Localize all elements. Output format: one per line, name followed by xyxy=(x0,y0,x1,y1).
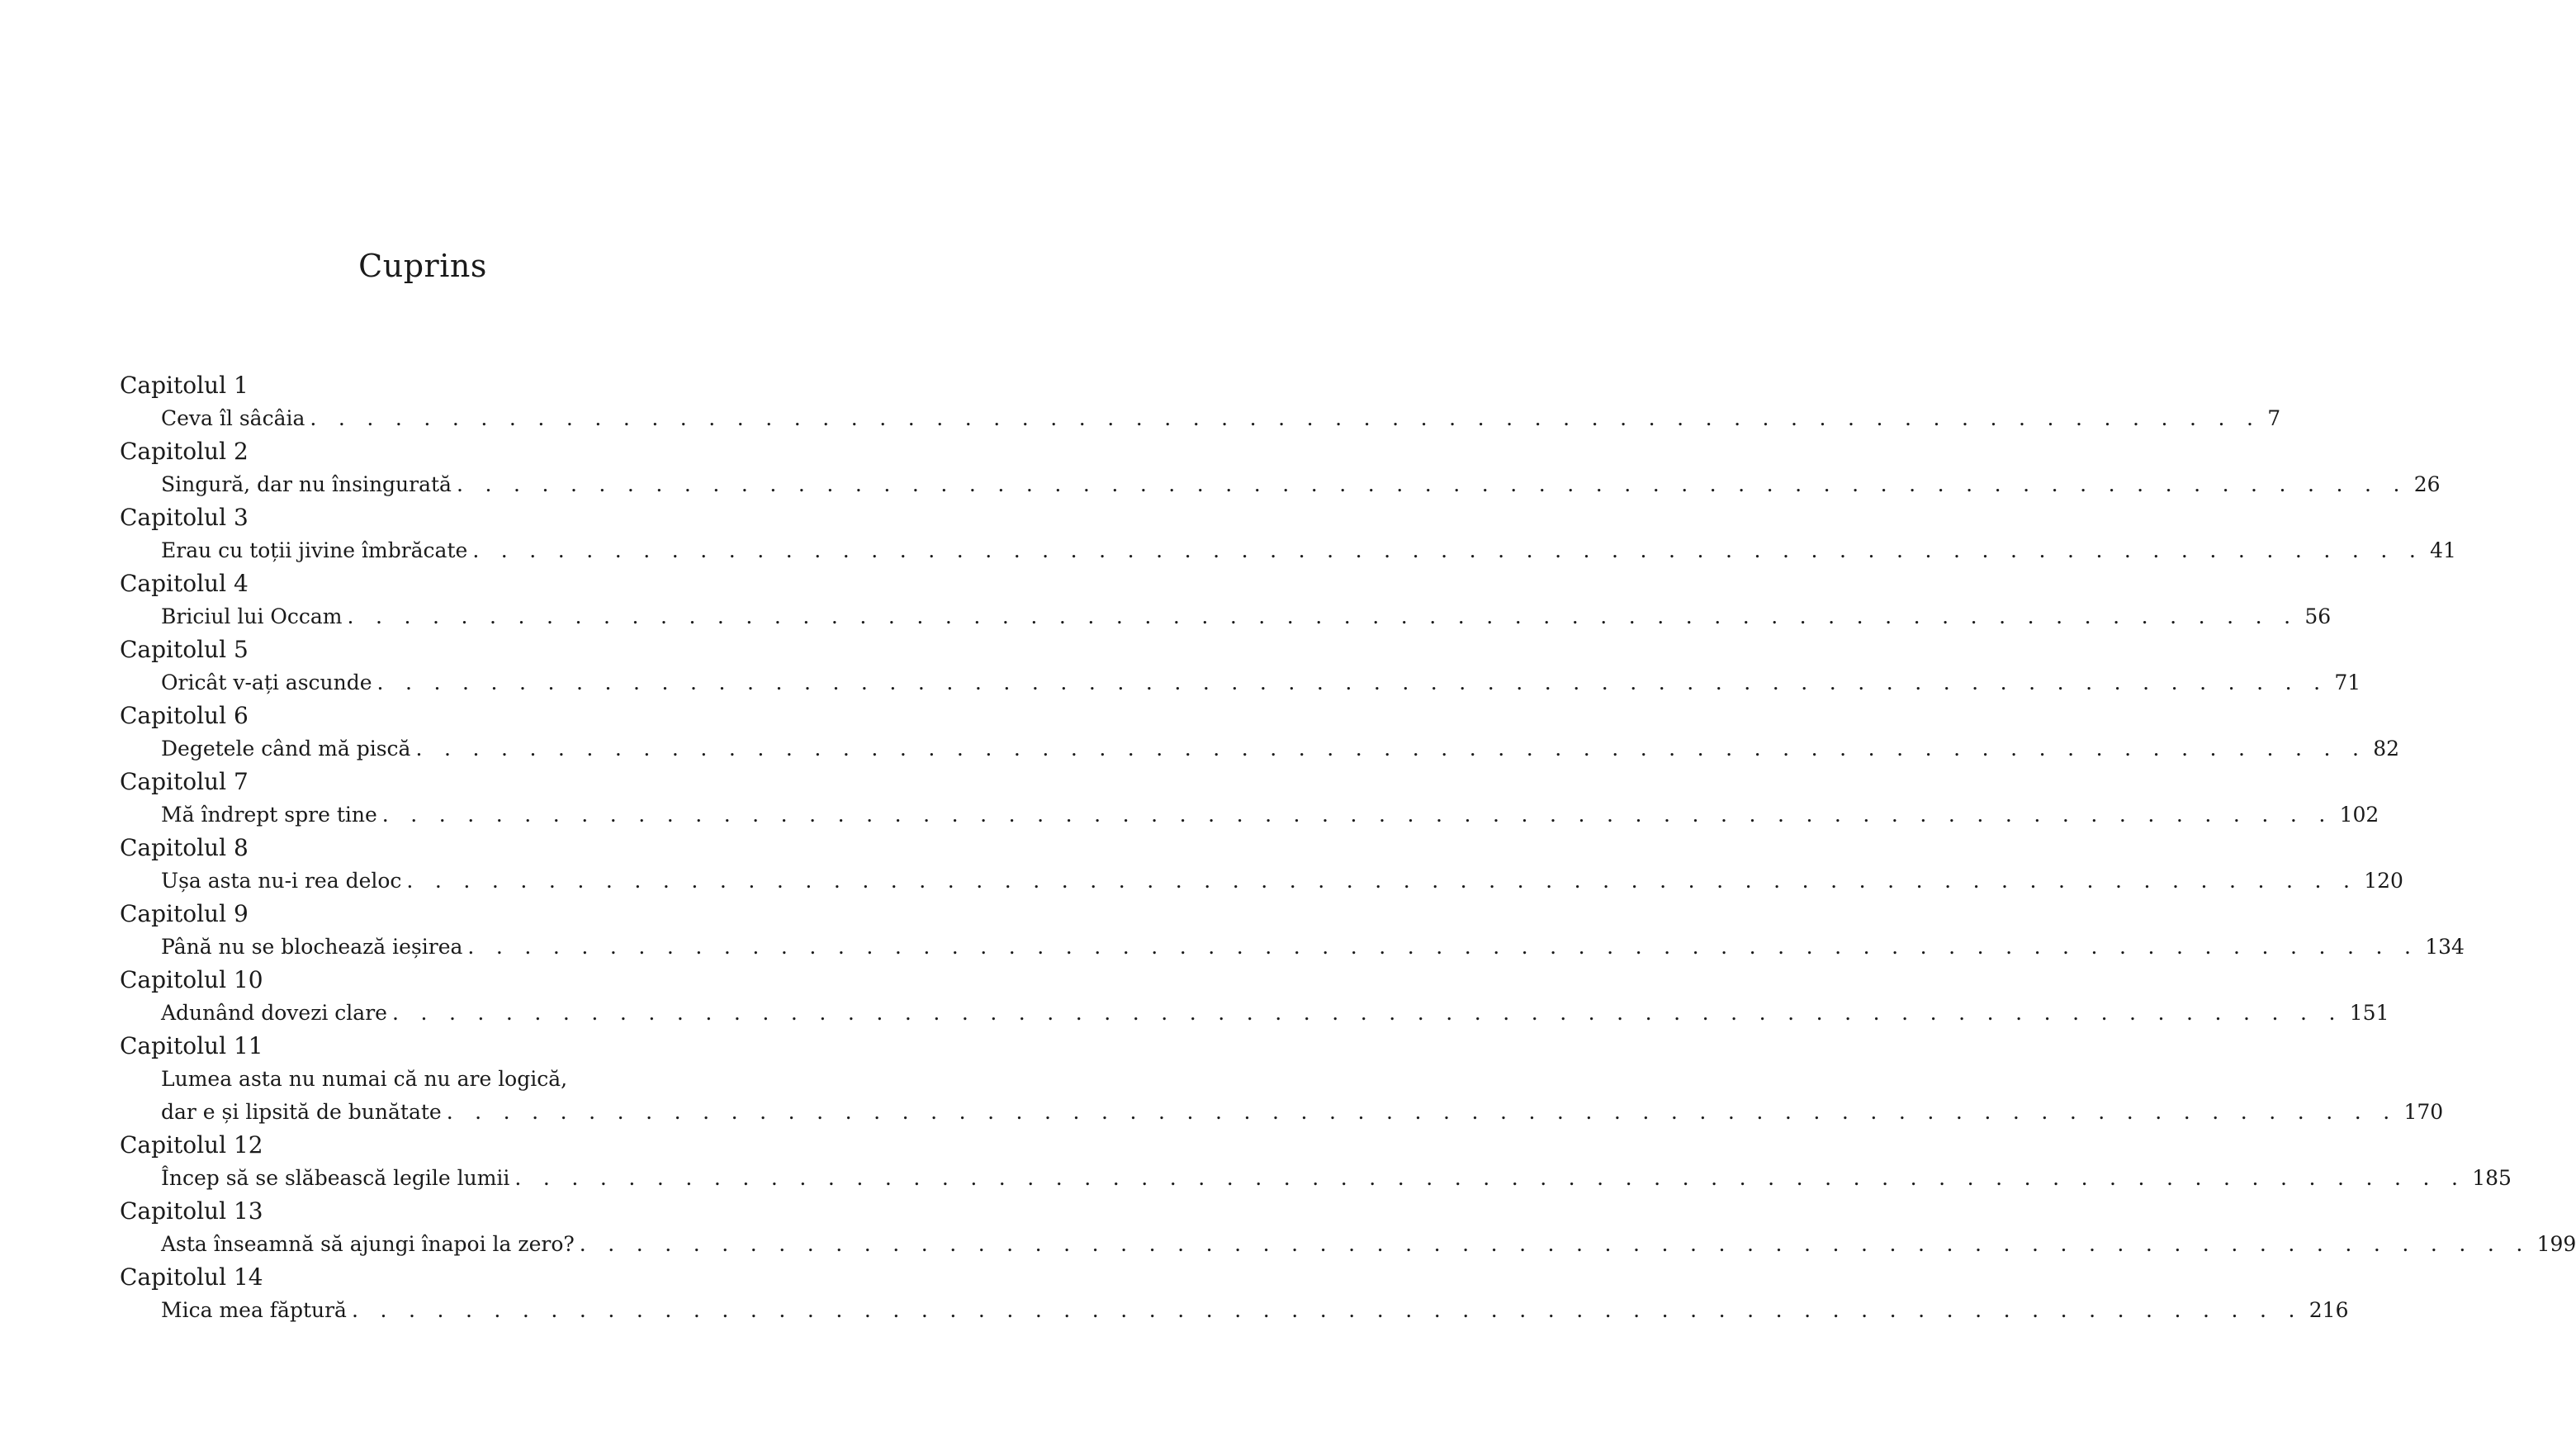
chapter-title: Degetele când mă piscă xyxy=(161,737,411,761)
toc-entry-1 xyxy=(120,369,2281,435)
page-number: 216 xyxy=(2308,1298,2349,1322)
dot-leader: . . . . . . . . . . . . . . . . . . . . . . . . . . . . . . . . . . . . . . . . . . . . . . . . . . . . . . . . . . . . . . . . . . . . . xyxy=(406,869,2358,893)
chapter-title: Mica mea făptură xyxy=(161,1298,347,1322)
dot-leader: . . . . . . . . . . . . . . . . . . . . . . . . . . . . . . . . . . . . . . . . . . . . . . . . . . . . . . . . . . . . . . . . . . . . . xyxy=(381,803,2333,827)
table-of-contents xyxy=(120,369,2576,1327)
chapter-title-row xyxy=(120,666,2361,699)
chapter-title: Mă îndrept spre tine xyxy=(161,803,377,827)
chapter-title-row xyxy=(120,1096,2444,1129)
page-title: Cuprins xyxy=(358,248,487,284)
toc-entry-14 xyxy=(120,1261,2349,1327)
toc-entry-4 xyxy=(120,567,2332,633)
page-number: 120 xyxy=(2364,869,2403,893)
toc-entry-8 xyxy=(120,832,2403,898)
page-number: 56 xyxy=(2304,604,2332,628)
chapter-title: Ușa asta nu-i rea deloc xyxy=(161,869,402,893)
chapter-title-row xyxy=(120,600,2332,633)
chapter-title-row xyxy=(120,799,2379,832)
toc-entry-3 xyxy=(120,501,2456,567)
chapter-title-row xyxy=(120,997,2389,1030)
chapter-label: Capitolul 1 xyxy=(120,372,249,399)
dot-leader: . . . . . . . . . . . . . . . . . . . . . . . . . . . . . . . . . . . . . . . . . . . . . . . . . . . . . . . . . . . . . . . . . . . . . xyxy=(415,737,2367,761)
chapter-title-row xyxy=(120,534,2456,567)
chapter-title: dar e și lipsită de bunătate xyxy=(161,1100,442,1124)
page-number: 185 xyxy=(2472,1166,2512,1190)
chapter-label: Capitolul 9 xyxy=(120,900,249,927)
chapter-label: Capitolul 12 xyxy=(120,1131,263,1159)
chapter-label: Capitolul 2 xyxy=(120,438,249,465)
toc-entry-13 xyxy=(120,1195,2576,1261)
chapter-label: Capitolul 7 xyxy=(120,768,249,795)
dot-leader: . . . . . . . . . . . . . . . . . . . . . . . . . . . . . . . . . . . . . . . . . . . . . . . . . . . . . . . . . . . . . . . . . . . . . xyxy=(456,472,2408,496)
dot-leader: . . . . . . . . . . . . . . . . . . . . . . . . . . . . . . . . . . . . . . . . . . . . . . . . . . . . . . . . . . . . . . . . . . . . . xyxy=(347,604,2299,628)
page-number: 199 xyxy=(2536,1232,2576,1256)
chapter-title-row xyxy=(120,931,2465,964)
chapter-label: Capitolul 6 xyxy=(120,702,249,729)
page-number: 170 xyxy=(2403,1100,2444,1124)
toc-entry-11 xyxy=(120,1030,2444,1129)
chapter-title: Adunând dovezi clare xyxy=(161,1001,387,1025)
chapter-title-row xyxy=(120,468,2441,501)
chapter-label: Capitolul 8 xyxy=(120,834,249,861)
toc-entry-12 xyxy=(120,1129,2512,1195)
chapter-title: Singură, dar nu însingurată xyxy=(161,472,452,496)
chapter-title-row xyxy=(120,402,2281,435)
dot-leader: . . . . . . . . . . . . . . . . . . . . . . . . . . . . . . . . . . . . . . . . . . . . . . . . . . . . . . . . . . . . . . . . . . . . . xyxy=(472,538,2424,562)
page-number: 82 xyxy=(2373,737,2400,761)
toc-entry-7 xyxy=(120,765,2379,832)
dot-leader: . . . . . . . . . . . . . . . . . . . . . . . . . . . . . . . . . . . . . . . . . . . . . . . . . . . . . . . . . . . . . . . . . . . . . xyxy=(579,1232,2531,1256)
dot-leader: . . . . . . . . . . . . . . . . . . . . . . . . . . . . . . . . . . . . . . . . . . . . . . . . . . . . . . . . . . . . . . . . . . . . . xyxy=(376,671,2328,694)
toc-entry-9 xyxy=(120,898,2465,964)
chapter-label: Capitolul 14 xyxy=(120,1263,263,1291)
page-number: 26 xyxy=(2413,472,2441,496)
chapter-title: Asta înseamnă să ajungi înapoi la zero? xyxy=(161,1232,575,1256)
page-number: 134 xyxy=(2425,935,2465,959)
chapter-label: Capitolul 3 xyxy=(120,504,249,531)
chapter-title: Oricât v-ați ascunde xyxy=(161,671,372,694)
toc-entry-2 xyxy=(120,435,2441,501)
toc-entry-5 xyxy=(120,633,2361,699)
dot-leader: . . . . . . . . . . . . . . . . . . . . . . . . . . . . . . . . . . . . . . . . . . . . . . . . . . . . . . . . . . . . . . . . . . . . . xyxy=(391,1001,2343,1025)
chapter-label: Capitolul 13 xyxy=(120,1197,263,1225)
chapter-title-row xyxy=(120,732,2400,765)
chapter-label: Capitolul 10 xyxy=(120,966,263,993)
dot-leader: . . . . . . . . . . . . . . . . . . . . . . . . . . . . . . . . . . . . . . . . . . . . . . . . . . . . . . . . . . . . . . . . . . . . . xyxy=(467,935,2419,959)
page-number: 7 xyxy=(2267,406,2281,430)
chapter-label: Capitolul 4 xyxy=(120,570,249,597)
dot-leader: . . . . . . . . . . . . . . . . . . . . . . . . . . . . . . . . . . . . . . . . . . . . . . . . . . . . . . . . . . . . . . . . . . . . . xyxy=(514,1166,2466,1190)
page-number: 151 xyxy=(2349,1001,2389,1025)
chapter-title-row xyxy=(120,1228,2576,1261)
dot-leader: . . . . . . . . . . . . . . . . . . . . . . . . . . . . . . . . . . . . . . . . . . . . . . . . . . . . . . . . . . . . . . . . . . . . . xyxy=(351,1298,2303,1322)
page-number: 102 xyxy=(2339,803,2379,827)
chapter-label: Capitolul 11 xyxy=(120,1032,263,1059)
toc-entry-10 xyxy=(120,964,2389,1030)
chapter-title-row xyxy=(120,1162,2512,1195)
dot-leader: . . . . . . . . . . . . . . . . . . . . . . . . . . . . . . . . . . . . . . . . . . . . . . . . . . . . . . . . . . . . . . . . . . . . . xyxy=(310,406,2261,430)
chapter-title: Erau cu toții jivine îmbrăcate xyxy=(161,538,468,562)
chapter-title-line-1: Lumea asta nu numai că nu are logică, xyxy=(161,1067,568,1091)
chapter-title: Până nu se blochează ieșirea xyxy=(161,935,463,959)
chapter-title: Briciul lui Occam xyxy=(161,604,343,628)
dot-leader: . . . . . . . . . . . . . . . . . . . . . . . . . . . . . . . . . . . . . . . . . . . . . . . . . . . . . . . . . . . . . . . . . . . . . xyxy=(446,1100,2398,1124)
chapter-label: Capitolul 5 xyxy=(120,636,249,663)
chapter-title: Încep să se slăbească legile lumii xyxy=(161,1166,510,1190)
page-number: 41 xyxy=(2430,538,2456,562)
page-number: 71 xyxy=(2334,671,2361,694)
toc-entry-6 xyxy=(120,699,2400,765)
chapter-title: Ceva îl sâcâia xyxy=(161,406,305,430)
chapter-title-row xyxy=(120,1294,2349,1327)
chapter-title-row xyxy=(120,865,2403,898)
